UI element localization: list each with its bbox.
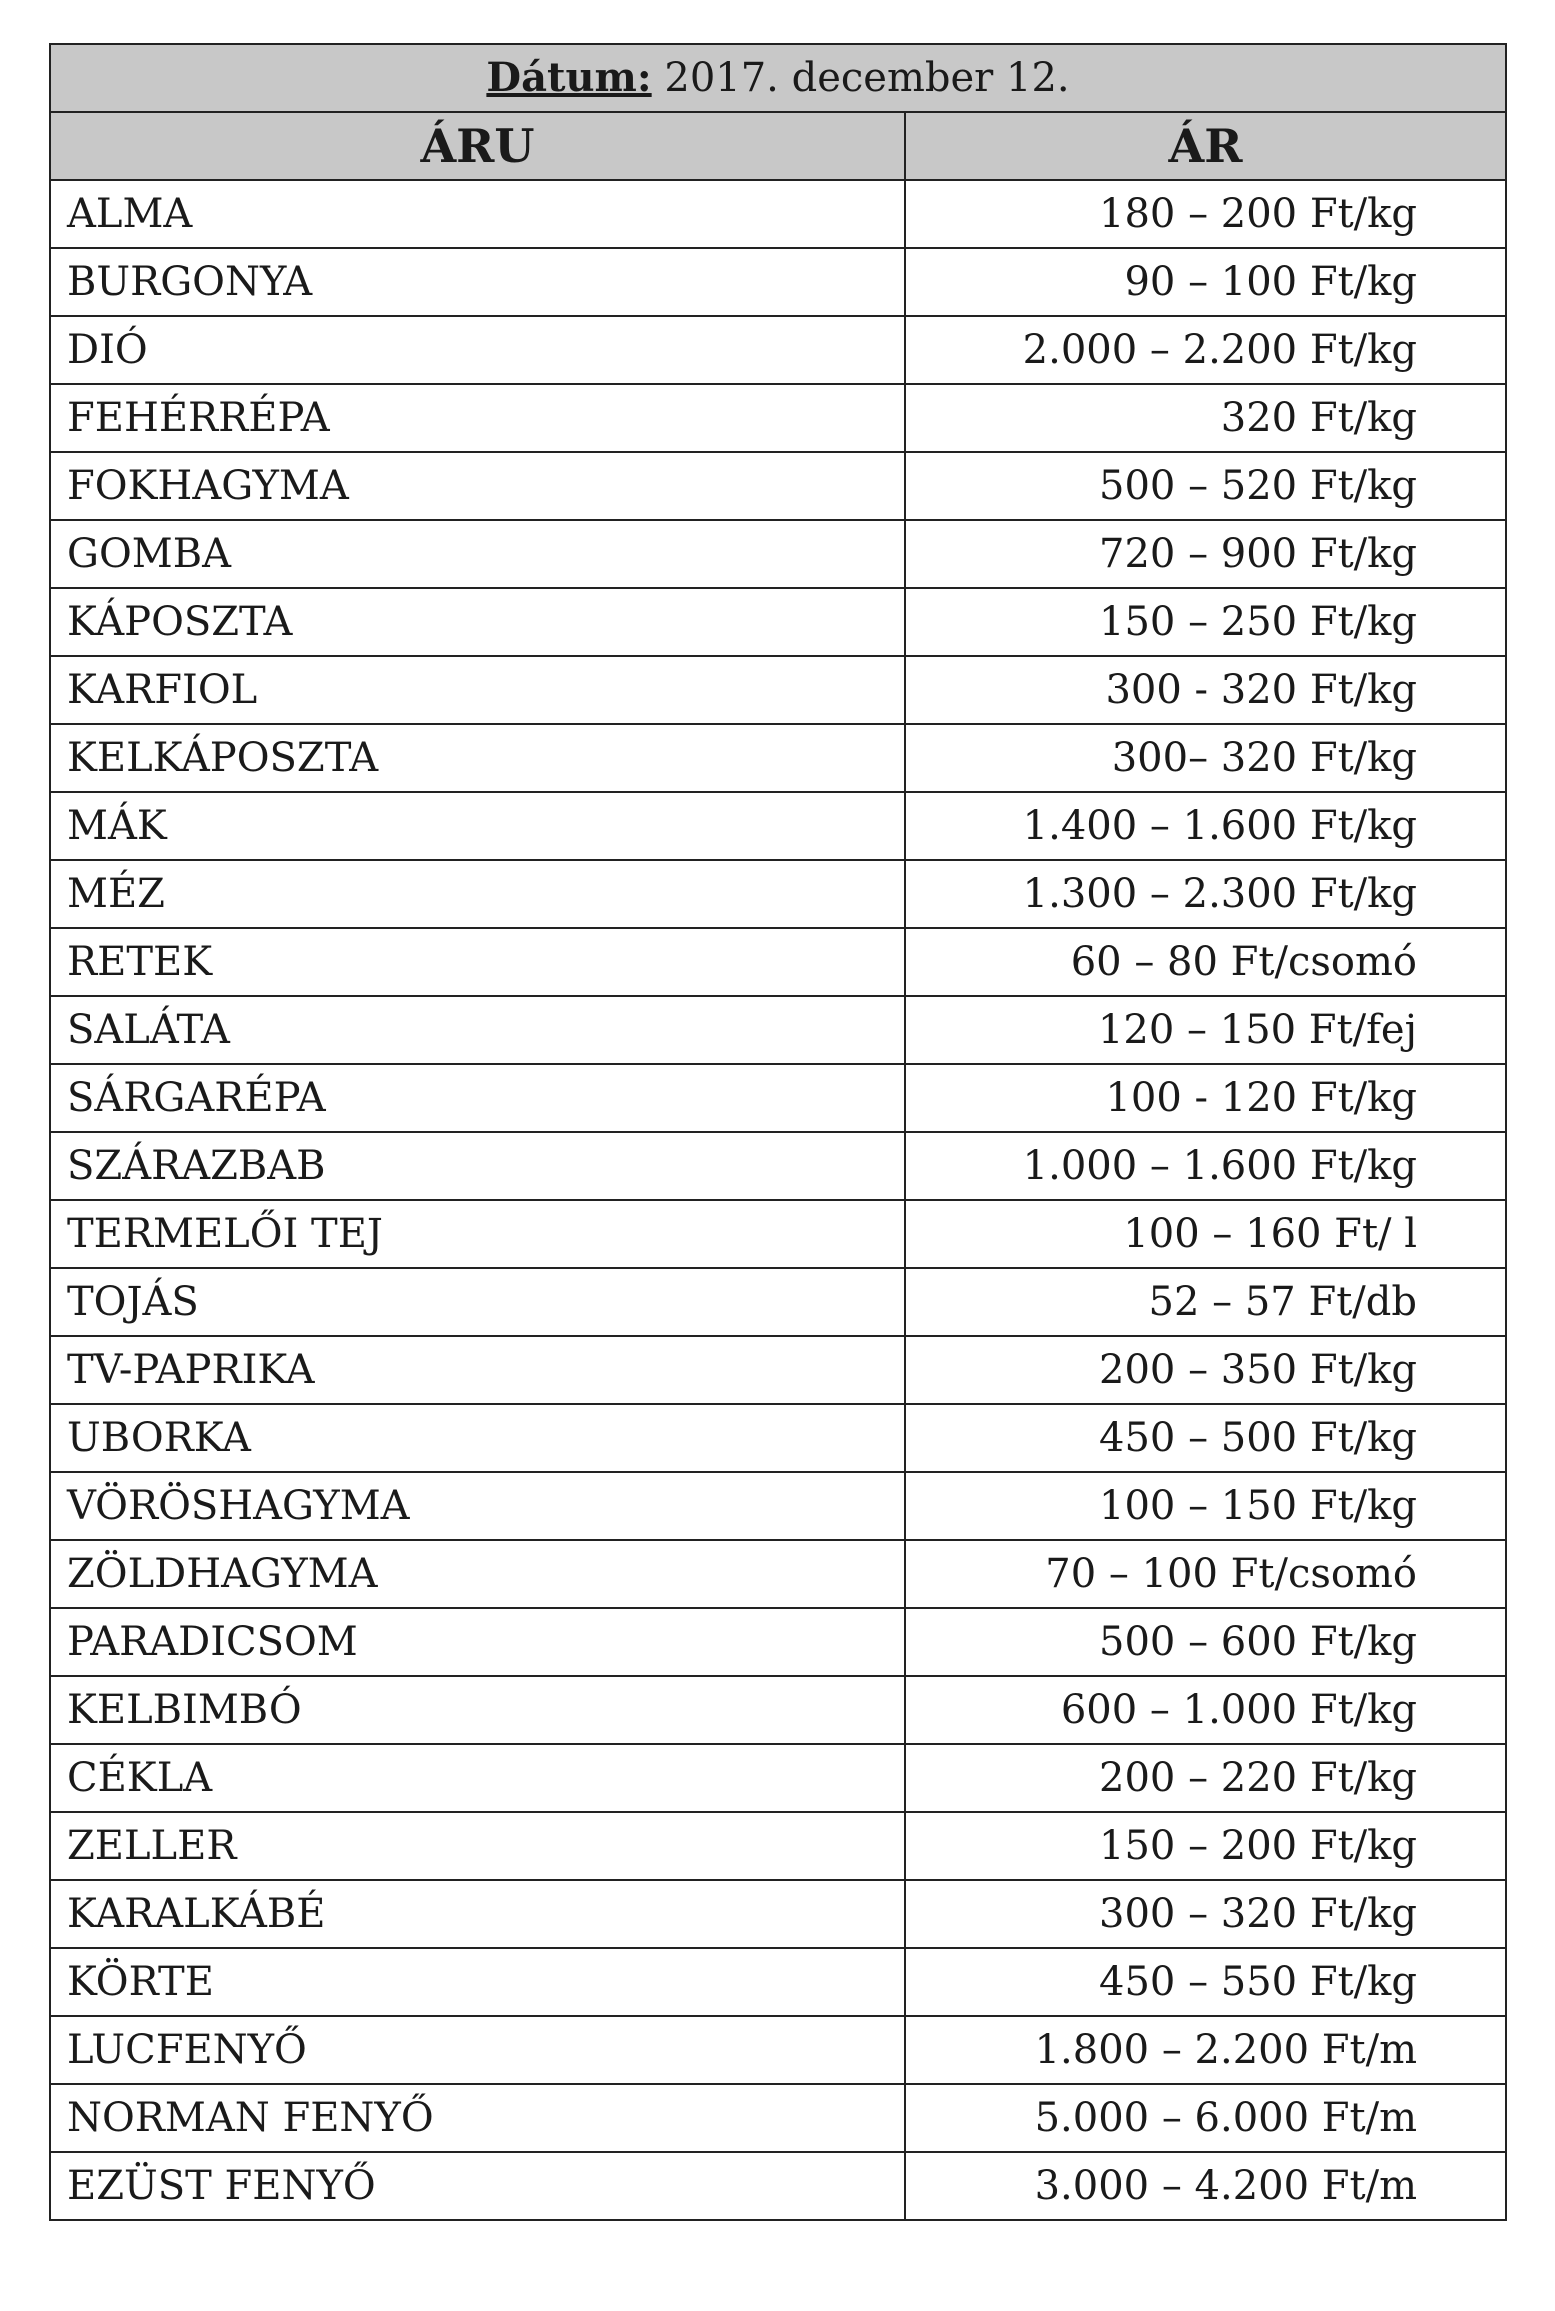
price-cell: 1.400 – 1.600 Ft/kg [905, 792, 1506, 860]
item-name-cell: KARFIOL [50, 656, 905, 724]
price-cell: 300 - 320 Ft/kg [905, 656, 1506, 724]
price-cell: 120 – 150 Ft/fej [905, 996, 1506, 1064]
price-cell: 60 – 80 Ft/csomó [905, 928, 1506, 996]
table-row [50, 1812, 1506, 1880]
item-name-cell: BURGONYA [50, 248, 905, 316]
price-cell: 320 Ft/kg [905, 384, 1506, 452]
price-cell: 180 – 200 Ft/kg [905, 180, 1506, 248]
item-name-cell: EZÜST FENYŐ [50, 2152, 905, 2220]
table-row [50, 520, 1506, 588]
table-row [50, 180, 1506, 248]
item-name-cell: ZELLER [50, 1812, 905, 1880]
date-cell [50, 44, 1506, 112]
price-cell: 720 – 900 Ft/kg [905, 520, 1506, 588]
price-cell: 300 – 320 Ft/kg [905, 1880, 1506, 1948]
price-cell: 450 – 500 Ft/kg [905, 1404, 1506, 1472]
item-name-cell: SALÁTA [50, 996, 905, 1064]
table-row [50, 1132, 1506, 1200]
item-name-cell: DIÓ [50, 316, 905, 384]
table-row [50, 1608, 1506, 1676]
item-name-cell: MÉZ [50, 860, 905, 928]
item-name-cell: KARALKÁBÉ [50, 1880, 905, 1948]
price-cell: 200 – 220 Ft/kg [905, 1744, 1506, 1812]
price-cell: 100 – 160 Ft/ l [905, 1200, 1506, 1268]
price-cell: 5.000 – 6.000 Ft/m [905, 2084, 1506, 2152]
table-row [50, 248, 1506, 316]
table-row [50, 792, 1506, 860]
column-header-price: ÁR [905, 112, 1506, 180]
table-row [50, 1200, 1506, 1268]
table-row [50, 1472, 1506, 1540]
column-header-item: ÁRU [50, 112, 905, 180]
table-row [50, 928, 1506, 996]
item-name-cell: VÖRÖSHAGYMA [50, 1472, 905, 1540]
table-row [50, 1336, 1506, 1404]
date-label: Dátum: [486, 54, 652, 101]
table-row [50, 1404, 1506, 1472]
item-name-cell: KELBIMBÓ [50, 1676, 905, 1744]
table-row [50, 452, 1506, 520]
price-cell: 600 – 1.000 Ft/kg [905, 1676, 1506, 1744]
item-name-cell: FEHÉRRÉPA [50, 384, 905, 452]
item-name-cell: FOKHAGYMA [50, 452, 905, 520]
price-cell: 1.000 – 1.600 Ft/kg [905, 1132, 1506, 1200]
item-name-cell: KELKÁPOSZTA [50, 724, 905, 792]
item-name-cell: TERMELŐI TEJ [50, 1200, 905, 1268]
item-name-cell: LUCFENYŐ [50, 2016, 905, 2084]
table-row [50, 860, 1506, 928]
table-row [50, 1268, 1506, 1336]
table-row [50, 996, 1506, 1064]
table-row [50, 1948, 1506, 2016]
item-name-cell: KÖRTE [50, 1948, 905, 2016]
item-name-cell: UBORKA [50, 1404, 905, 1472]
price-cell: 200 – 350 Ft/kg [905, 1336, 1506, 1404]
price-rows [50, 180, 1506, 2220]
price-cell: 3.000 – 4.200 Ft/m [905, 2152, 1506, 2220]
item-name-cell: SZÁRAZBAB [50, 1132, 905, 1200]
price-table [49, 43, 1507, 2221]
price-cell: 450 – 550 Ft/kg [905, 1948, 1506, 2016]
price-cell: 500 – 600 Ft/kg [905, 1608, 1506, 1676]
item-name-cell: RETEK [50, 928, 905, 996]
item-name-cell: KÁPOSZTA [50, 588, 905, 656]
table-row [50, 1064, 1506, 1132]
item-name-cell: CÉKLA [50, 1744, 905, 1812]
price-cell: 100 – 150 Ft/kg [905, 1472, 1506, 1540]
item-name-cell: TOJÁS [50, 1268, 905, 1336]
price-cell: 1.300 – 2.300 Ft/kg [905, 860, 1506, 928]
item-name-cell: PARADICSOM [50, 1608, 905, 1676]
column-header-row [50, 112, 1506, 180]
table-row [50, 1880, 1506, 1948]
date-row [50, 44, 1506, 112]
table-row [50, 2016, 1506, 2084]
table-row [50, 2084, 1506, 2152]
price-cell: 150 – 200 Ft/kg [905, 1812, 1506, 1880]
table-row [50, 656, 1506, 724]
table-row [50, 588, 1506, 656]
price-cell: 300– 320 Ft/kg [905, 724, 1506, 792]
table-row [50, 724, 1506, 792]
item-name-cell: NORMAN FENYŐ [50, 2084, 905, 2152]
price-cell: 2.000 – 2.200 Ft/kg [905, 316, 1506, 384]
item-name-cell: ALMA [50, 180, 905, 248]
table-row [50, 384, 1506, 452]
item-name-cell: SÁRGARÉPA [50, 1064, 905, 1132]
price-cell: 500 – 520 Ft/kg [905, 452, 1506, 520]
table-row [50, 2152, 1506, 2220]
item-name-cell: MÁK [50, 792, 905, 860]
price-cell: 70 – 100 Ft/csomó [905, 1540, 1506, 1608]
item-name-cell: GOMBA [50, 520, 905, 588]
price-cell: 150 – 250 Ft/kg [905, 588, 1506, 656]
price-cell: 100 - 120 Ft/kg [905, 1064, 1506, 1132]
price-cell: 52 – 57 Ft/db [905, 1268, 1506, 1336]
price-cell: 1.800 – 2.200 Ft/m [905, 2016, 1506, 2084]
date-value: 2017. december 12. [664, 55, 1070, 101]
table-row [50, 316, 1506, 384]
table-row [50, 1676, 1506, 1744]
item-name-cell: TV-PAPRIKA [50, 1336, 905, 1404]
table-row [50, 1540, 1506, 1608]
item-name-cell: ZÖLDHAGYMA [50, 1540, 905, 1608]
table-row [50, 1744, 1506, 1812]
price-cell: 90 – 100 Ft/kg [905, 248, 1506, 316]
